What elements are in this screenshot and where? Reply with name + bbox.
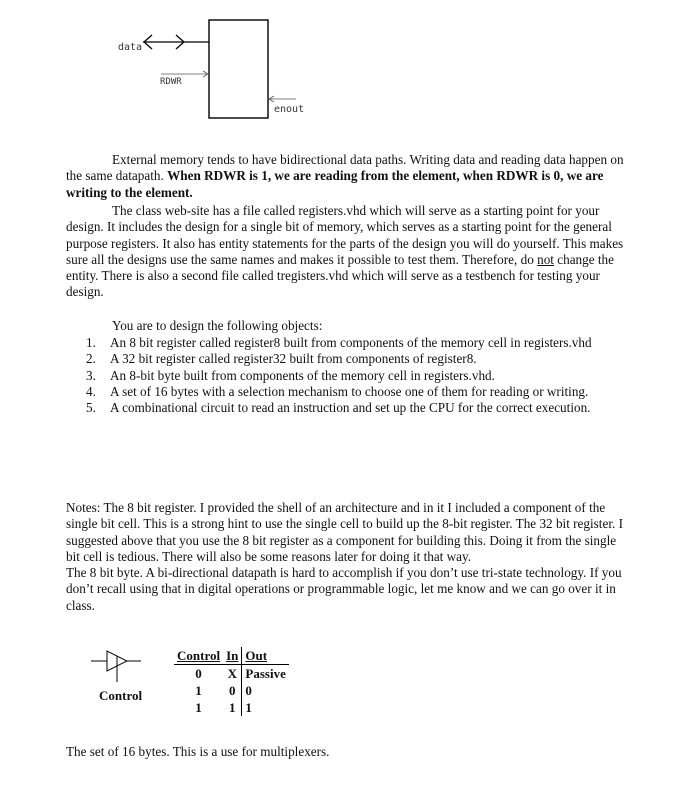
truth-table [174, 647, 289, 716]
table-row: 1 1 1 [195, 700, 252, 715]
list-item: 1. An 8 bit register called register8 built from components of the memory cell in registers.vhd [86, 335, 592, 350]
table-header-row [174, 647, 289, 665]
list-item: 5. A combinational circuit to read an instruction and set up the CPU for the correct execution. [86, 400, 591, 416]
register-diagram [0, 0, 696, 130]
list-item: 2. A 32 bit register called register32 built from components of register8. [86, 351, 477, 367]
paragraph-rdwr: External memory tends to have bidirectional data paths. Writing data and reading data happen on the same datapath. When RDWR is 1, we are reading from the element, when RDWR is 0, we are writing to the element. [66, 152, 624, 200]
table-row: 0 X Passive [195, 666, 286, 681]
tristate-buffer-symbol [85, 648, 145, 688]
label-enout: enout [274, 104, 305, 115]
paragraph-registers-file: The class web-site has a file called registers.vhd which will serve as a starting point for your design. It includes the design for a single bit of memory, which serves as a starting point for the general purpose registers. It also has entity statements for the parts of the design you will do yourself. This makes sure all the designs use the same names and makes it possible to test them. Therefore, do not change the entity. There is also a second file called tregisters.vhd which will serve as a testbench for testing your design. [66, 203, 624, 300]
header-control: Control [174, 647, 223, 665]
list-item: 4. A set of 16 bytes with a selection mechanism to choose one of them for reading or writing. [86, 383, 589, 399]
notes-paragraph: Notes: The 8 bit register. I provided the shell of an architecture and in it I included a component of the single bit cell. This is a strong hint to use the single cell to build up the 8-bit register. The 32 bit register. I suggested above that you use the 8 bit register as a component for building this. Doing it from the single bit cell is tedious. There will also be some reasons later for doing it that way. The 8 bit byte. A bi-directional datapath is hard to accomplish if you don’t use tri-state technology. If you don’t recall using that in digital operations or programmable logic, let me know and we can go over it in class. [66, 500, 623, 613]
header-in: In [223, 647, 242, 665]
label-rdwr: RDWR [160, 77, 182, 87]
list-item: 3. An 8-bit byte built from components of the memory cell in registers.vhd. [86, 367, 495, 383]
design-objects-list [66, 335, 626, 416]
control-label: Control [99, 688, 143, 703]
table-row: 1 0 0 [195, 683, 252, 698]
label-data: data [118, 42, 143, 53]
header-out: Out [242, 647, 289, 665]
register-box [209, 20, 268, 118]
closing-line: The set of 16 bytes. This is a use for multiplexers. [66, 744, 330, 759]
list-intro: You are to design the following objects: [112, 318, 323, 333]
